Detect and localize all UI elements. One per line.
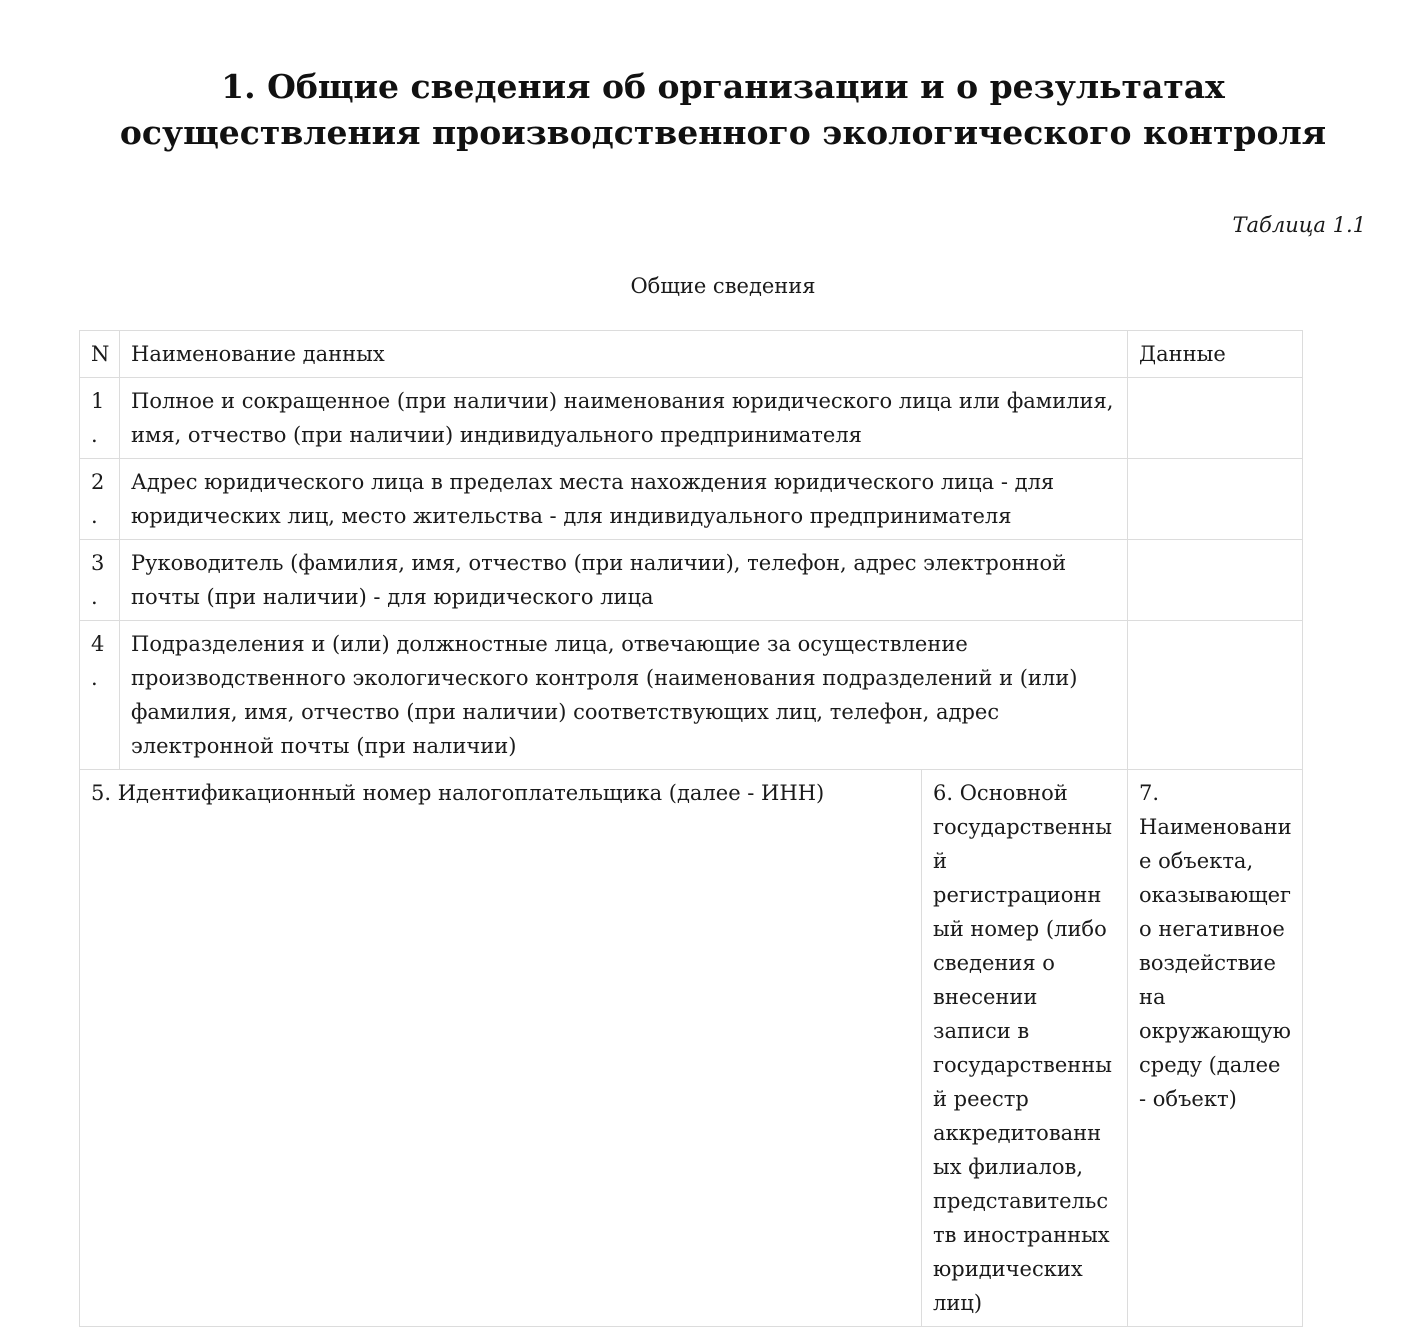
row-value xyxy=(1128,621,1303,770)
table-row xyxy=(80,459,1303,540)
row-name: Адрес юридического лица в пределах места нахождения юридического лица - для юридических лиц, место жительства - для индивидуального предпринимателя xyxy=(120,459,1128,540)
table-number: Таблица 1.1 xyxy=(1232,213,1366,237)
row-name: Полное и сокращенное (при наличии) наименования юридического лица или фамилия, имя, отчество (при наличии) индивидуального предпринимателя xyxy=(120,378,1128,459)
table-header-row xyxy=(80,331,1303,378)
cell-ogrn: 6. Основной государственный регистрационный номер (либо сведения о внесении записи в государственный реестр аккредитованных филиалов, представительств иностранных юридических лиц) xyxy=(922,770,1128,1327)
row-value xyxy=(1128,540,1303,621)
cell-object-name: 7. Наименование объекта, оказывающего негативное воздействие на окружающую среду (далее - объект) xyxy=(1128,770,1303,1327)
table-row xyxy=(80,540,1303,621)
row-number: 3. xyxy=(80,540,120,621)
row-value xyxy=(1128,378,1303,459)
row-name: Руководитель (фамилия, имя, отчество (при наличии), телефон, адрес электронной почты (при наличии) - для юридического лица xyxy=(120,540,1128,621)
row-number: 4. xyxy=(80,621,120,770)
header-cell-n: N xyxy=(80,331,120,378)
page-heading: 1. Общие сведения об организации и о результатах осуществления производственного экологического контроля xyxy=(119,67,1327,152)
table-row-codes xyxy=(80,770,1303,1327)
header-cell-value: Данные xyxy=(1128,331,1303,378)
header-cell-name: Наименование данных xyxy=(120,331,1128,378)
row-number: 2. xyxy=(80,459,120,540)
cell-inn: 5. Идентификационный номер налогоплательщика (далее - ИНН) xyxy=(80,770,922,1327)
table-row xyxy=(80,378,1303,459)
row-name: Подразделения и (или) должностные лица, отвечающие за осуществление производственного экологического контроля (наименования подразделений и (или) фамилия, имя, отчество (при наличии) соответствующих лиц, телефон, адрес электронной почты (при наличии) xyxy=(120,621,1128,770)
row-value xyxy=(1128,459,1303,540)
table-caption: Общие сведения xyxy=(630,274,816,298)
general-info-table xyxy=(79,330,1303,1327)
row-number: 1. xyxy=(80,378,120,459)
table-row xyxy=(80,621,1303,770)
